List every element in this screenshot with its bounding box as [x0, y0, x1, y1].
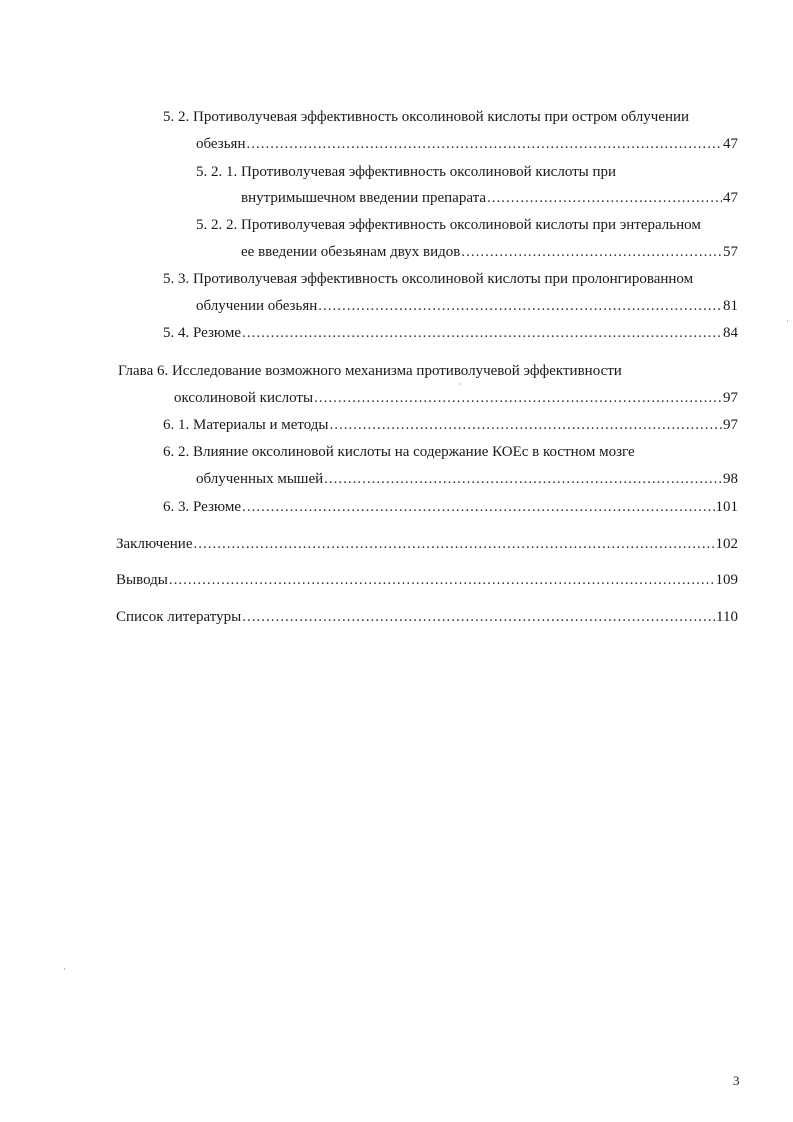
- toc-entry-6-3[interactable]: [163, 496, 738, 518]
- toc-conclusion-page: 102: [715, 536, 738, 552]
- toc-5-2-title: 5. 2. Противолучевая эффективность оксолиновой кислоты при остром облучении: [163, 109, 690, 125]
- toc-entry-5-2-1[interactable]: [241, 187, 738, 209]
- toc-5-3-title-cont: облучении обезьян: [196, 298, 318, 314]
- toc-5-2-2-title-cont: ее введении обезьянам двух видов: [241, 244, 461, 260]
- toc-entry-references[interactable]: [116, 606, 738, 628]
- leader-dots: [314, 387, 722, 409]
- leader-dots: [242, 496, 714, 518]
- toc-5-2-1-title: 5. 2. 1. Противолучевая эффективность оксолиновой кислоты при: [196, 164, 617, 180]
- toc-5-2-1-title-cont: внутримышечном введении препарата: [241, 190, 487, 206]
- toc-6-1-page: 97: [723, 417, 738, 433]
- toc-6-1-title: 6. 1. Материалы и методы: [163, 417, 329, 433]
- leader-dots: [242, 322, 722, 344]
- leader-dots: [330, 414, 722, 436]
- toc-conclusion-title: Заключение: [116, 536, 193, 552]
- toc-entry-5-2-2[interactable]: [241, 241, 738, 263]
- scan-speck: [459, 383, 460, 385]
- leader-dots: [194, 533, 715, 555]
- toc-findings-page: 109: [715, 572, 738, 588]
- toc-entry-findings[interactable]: [116, 569, 738, 591]
- toc-entry-6-1[interactable]: [163, 414, 738, 436]
- toc-5-3-page: 81: [723, 298, 738, 314]
- toc-references-page: 110: [716, 609, 738, 625]
- toc-entry-5-2[interactable]: [196, 133, 738, 155]
- toc-entry-conclusion[interactable]: [116, 533, 738, 555]
- toc-5-2-title-cont: обезьян: [196, 136, 246, 152]
- toc-5-2-page: 47: [723, 136, 738, 152]
- toc-chapter-6-title: Глава 6. Исследование возможного механизма противолучевой эффективности: [118, 363, 622, 379]
- leader-dots: [246, 133, 722, 155]
- toc-entry-5-4[interactable]: [163, 322, 738, 344]
- toc-5-4-page: 84: [723, 325, 738, 341]
- leader-dots: [324, 468, 722, 490]
- leader-dots: [169, 569, 715, 591]
- scan-speck: [64, 968, 65, 970]
- leader-dots: [461, 241, 722, 263]
- toc-5-2-1-page: 47: [723, 190, 738, 206]
- toc-entry-5-3[interactable]: [196, 295, 738, 317]
- toc-chapter-6-title-cont: оксолиновой кислоты: [174, 390, 314, 406]
- toc-references-title: Список литературы: [116, 609, 242, 625]
- toc-5-4-title: 5. 4. Резюме: [163, 325, 242, 341]
- toc-5-2-2-title: 5. 2. 2. Противолучевая эффективность оксолиновой кислоты при энтеральном: [196, 217, 701, 233]
- toc-5-2-2-page: 57: [723, 244, 738, 260]
- toc-findings-title: Выводы: [116, 572, 168, 588]
- toc-6-3-title: 6. 3. Резюме: [163, 499, 242, 515]
- leader-dots: [318, 295, 722, 317]
- toc-6-3-page: 101: [715, 499, 738, 515]
- toc-entry-6-2[interactable]: [196, 468, 738, 490]
- scan-speck: [787, 320, 788, 322]
- toc-entry-chapter-6[interactable]: [174, 387, 738, 409]
- toc-6-2-title-cont: облученных мышей: [196, 471, 324, 487]
- toc-chapter-6-page: 97: [723, 390, 738, 406]
- toc-5-3-title: 5. 3. Противолучевая эффективность оксолиновой кислоты при пролонгированном: [163, 271, 694, 287]
- toc-6-2-title: 6. 2. Влияние оксолиновой кислоты на содержание КОЕс в костном мозге: [163, 444, 635, 460]
- page-number: 3: [733, 1073, 740, 1088]
- leader-dots: [242, 606, 715, 628]
- leader-dots: [487, 187, 722, 209]
- toc-6-2-page: 98: [723, 471, 738, 487]
